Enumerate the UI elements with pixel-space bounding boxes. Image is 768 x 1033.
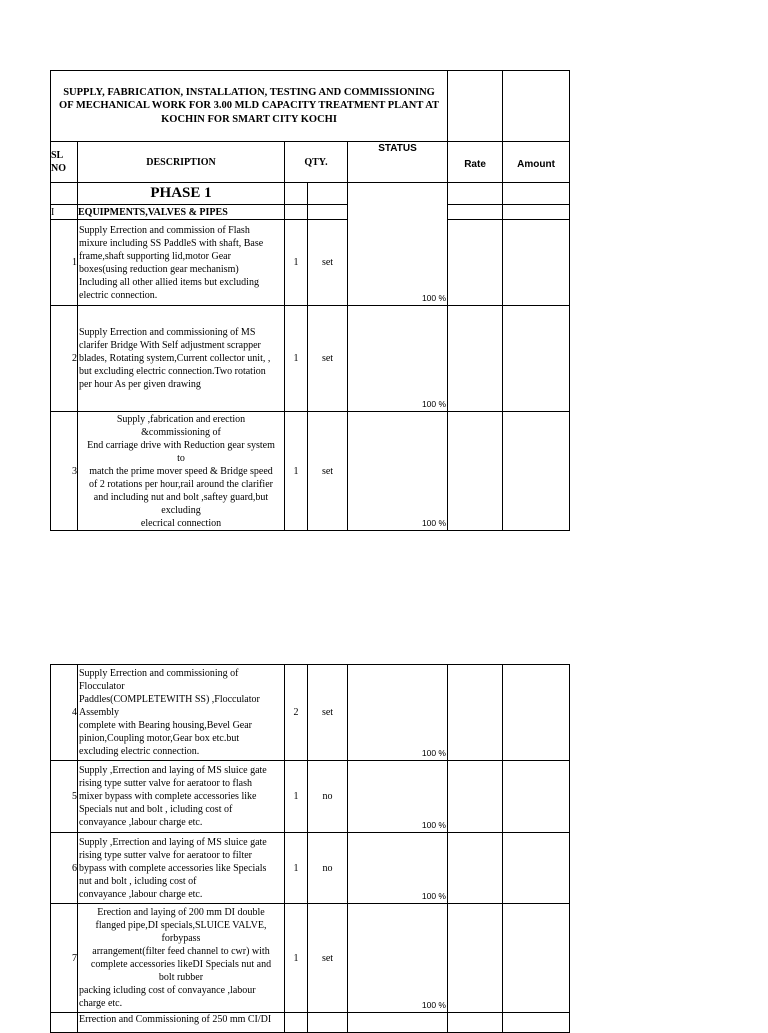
desc-line: Supply Errection and commissioning of [79,668,239,679]
desc-line: excluding [161,504,201,516]
header-status-label: STATUS [378,143,417,154]
row-amount [503,1013,570,1033]
row-status-value: 100 % [421,999,446,1010]
table-row [51,665,570,761]
boq-table-bottom [50,664,570,1033]
row-qty: 1 [285,306,308,412]
desc-line: &commissioning of [141,426,221,438]
row-qty: 2 [285,665,308,761]
row-amount [503,220,570,306]
desc-line: frame,shaft supporting lid,motor Gear [79,250,231,262]
desc-line: clarifer Bridge With Self adjustment scrapper [79,340,261,351]
row-unit: set [308,665,348,761]
desc-line: complete with Bearing housing,Bevel Gear [79,720,253,731]
table-row [51,220,570,306]
row-amount [503,761,570,833]
section-qty-cell [285,205,308,220]
desc-line: Supply ,Errection and laying of MS sluice gate [79,765,267,776]
desc-line: rising type sutter valve for aeratoor to filter [79,849,252,861]
desc-line: flanged pipe,DI specials,SLUICE VALVE, [95,920,267,931]
phase-title: PHASE 1 [78,183,285,205]
desc-line: End carriage drive with Reduction gear system [87,439,275,451]
table-row [51,306,570,412]
row-qty: 1 [285,904,308,1013]
row-description [78,904,285,1013]
section-number: I [51,205,78,220]
table-row [51,833,570,904]
desc-line: and including nut and bolt ,saftey guard,but [93,491,269,503]
row-status [348,904,448,1013]
row-rate [448,306,503,412]
row-amount [503,665,570,761]
desc-line: rising type sutter valve for aeratoor to flash [79,778,252,789]
row-qty [285,1013,308,1033]
row-unit: no [308,761,348,833]
table-row [51,904,570,1013]
desc-line: convayance ,labour charge etc. [79,817,203,828]
row-qty: 1 [285,220,308,306]
row-number [51,1013,78,1033]
row-status [348,665,448,761]
desc-line: electric connection. [79,289,158,301]
row-description [78,412,285,531]
header-description: DESCRIPTION [78,142,285,183]
header-rate: Rate [448,142,503,183]
desc-line: mixure including SS PaddleS with shaft, Base [79,237,264,249]
row-rate [448,665,503,761]
desc-line: forbypass [161,933,201,944]
phase-unit-cell [308,183,348,205]
row-unit [308,1013,348,1033]
row-description [78,1013,285,1033]
row-qty: 1 [285,761,308,833]
desc-line: nut and bolt , icluding cost of [79,875,197,887]
desc-line: packing icluding cost of convayance ,labour [79,985,256,996]
section-rate-cell [448,205,503,220]
desc-line: bypass with complete accessories like Specials [79,862,267,874]
desc-line: per hour As per given drawing [79,379,201,390]
row-status [348,833,448,904]
row-number: 1 [51,220,78,306]
desc-line: Flocculator [79,681,125,692]
row-unit: set [308,412,348,531]
desc-line: of 2 rotations per hour,rail around the clarifier [89,478,273,490]
row-rate [448,761,503,833]
section-unit-cell [308,205,348,220]
header-qty: QTY. [285,142,348,183]
row-rate [448,220,503,306]
desc-line: to [177,452,185,464]
desc-line: Supply ,Errection and laying of MS sluice gate [79,836,267,848]
row-status-value: 100 % [421,747,446,758]
desc-line: charge etc. [79,998,123,1009]
desc-line: Errection and Commissioning of 250 mm CI/DI [79,1014,272,1025]
phase-qty-cell [285,183,308,205]
row-unit: set [308,306,348,412]
row-status [348,1013,448,1033]
title-rate-cell [448,71,503,142]
phase-sl-cell [51,183,78,205]
row-unit: set [308,904,348,1013]
phase-amount-cell [503,183,570,205]
table-row [51,1013,570,1033]
row-rate [448,904,503,1013]
desc-line: arrangement(filter feed channel to cwr) with [92,946,270,957]
row-description [78,220,285,306]
row1-status-value: 100 % [421,292,447,303]
title-amount-cell [503,71,570,142]
row-description [78,761,285,833]
header-slno: SL NO [51,142,78,183]
desc-line: Specials nut and bolt , icluding cost of [79,804,233,815]
row-status-value: 100 % [421,517,447,528]
header-amount: Amount [503,142,570,183]
row-status-value: 100 % [421,890,446,901]
desc-line: Supply Errection and commission of Flash [79,224,250,236]
row-status-value: 100 % [421,819,446,830]
row-status-value: 100 % [421,398,447,409]
row-status [348,412,448,531]
desc-line: Paddles(COMPLETEWITH SS) ,Flocculator [79,694,260,705]
row-number: 3 [51,412,78,531]
row-status [348,306,448,412]
row-status [348,761,448,833]
row-number: 5 [51,761,78,833]
desc-line: Supply ,fabrication and erection [116,413,246,425]
desc-line: excluding electric connection. [79,746,200,757]
row-amount [503,904,570,1013]
document-title: SUPPLY, FABRICATION, INSTALLATION, TESTING AND COMMISSIONING OF MECHANICAL WORK FOR 3.00 MLD CAPACITY TREATMENT PLANT AT KOCHIN FOR SMART CITY KOCHI [51,71,448,142]
desc-line: match the prime mover speed & Bridge speed [89,465,273,477]
phase-rate-cell [448,183,503,205]
row-rate [448,412,503,531]
row-description [78,833,285,904]
desc-line: mixer bypass with complete accessories like [79,791,257,802]
row-number: 2 [51,306,78,412]
row-unit: no [308,833,348,904]
row-qty: 1 [285,833,308,904]
desc-line: but excluding electric connection.Two rotation [79,366,266,377]
desc-line: Erection and laying of 200 mm DI double [97,907,265,918]
section-title: EQUIPMENTS,VALVES & PIPES [78,205,285,220]
desc-line: complete accessories likeDI Specials nut and [90,959,272,970]
header-status [348,142,448,183]
desc-line: elecrical connection [140,517,222,529]
row-description [78,306,285,412]
row-number: 6 [51,833,78,904]
row-description [78,665,285,761]
desc-line: boxes(using reduction gear mechanism) [79,263,239,275]
table-row [51,761,570,833]
row-amount [503,306,570,412]
desc-line: pinion,Coupling motor,Gear box etc.but [79,733,240,744]
row1-status [348,183,448,306]
row-number: 4 [51,665,78,761]
desc-line: Including all other allied items but excluding [79,276,259,288]
desc-line: convayance ,labour charge etc. [79,888,203,900]
desc-line: Assembly [79,707,119,718]
desc-line: Supply Errection and commissioning of MS [79,327,256,338]
row-qty: 1 [285,412,308,531]
row-rate [448,833,503,904]
row-amount [503,833,570,904]
desc-line: bolt rubber [158,972,204,983]
row-number: 7 [51,904,78,1013]
row-amount [503,412,570,531]
row-rate [448,1013,503,1033]
section-amount-cell [503,205,570,220]
row-unit: set [308,220,348,306]
table-row [51,412,570,531]
boq-table-top [50,70,570,531]
desc-line: blades, Rotating system,Current collector unit, , [79,353,271,364]
